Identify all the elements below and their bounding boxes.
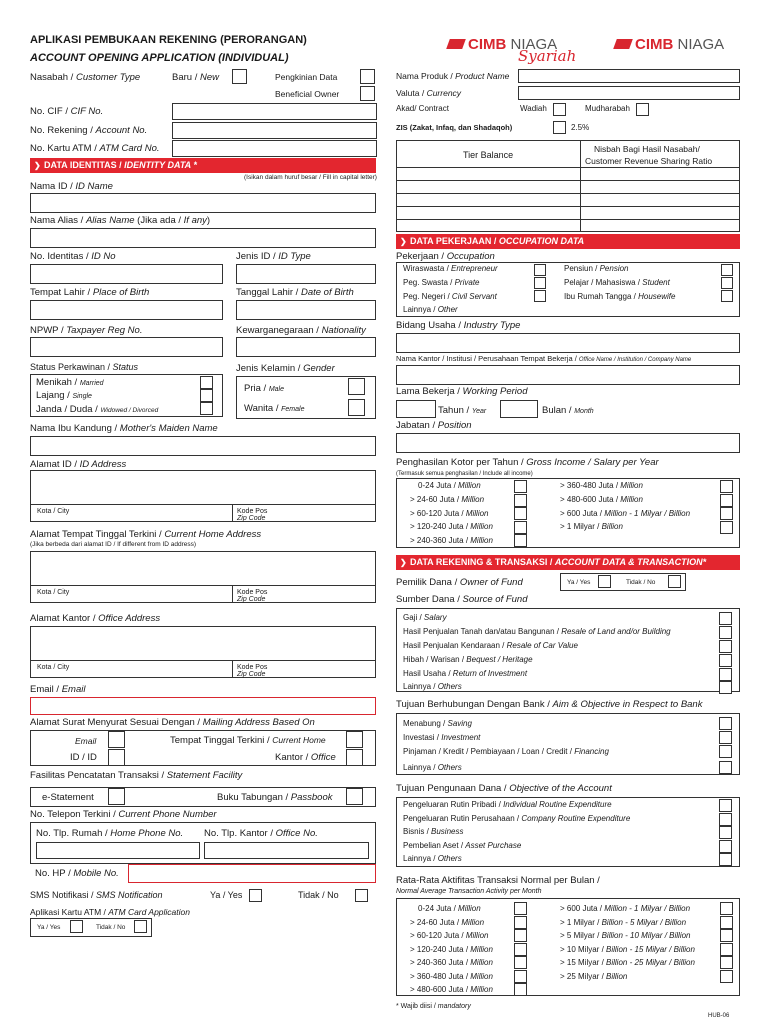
home-zip-label: Kode Pos Zip Code — [237, 589, 268, 603]
owner-no-label: Tidak / No — [626, 579, 656, 586]
objective-company-label: Pengeluaran Rutin Perusahaan / Company Routine Expenditure — [403, 814, 631, 823]
activity-5-10b-checkbox[interactable] — [720, 929, 733, 942]
id-no-field[interactable] — [30, 264, 223, 284]
male-label: Pria / Male — [244, 383, 284, 394]
mailing-office-label: Kantor / Office — [275, 752, 336, 763]
company-name-field[interactable] — [396, 365, 740, 385]
mudharabah-label: Mudharabah — [585, 104, 630, 113]
objective-asset-checkbox[interactable] — [719, 840, 732, 853]
office-phone-field[interactable] — [204, 842, 369, 859]
income-240-360-checkbox[interactable] — [514, 534, 527, 547]
mailing-email-label: Email — [75, 736, 97, 746]
mobile-no-field[interactable] — [128, 864, 376, 883]
home-address-label: Alamat Tempat Tinggal Terkini / Current Home Address — [30, 529, 262, 540]
currency-field[interactable] — [518, 86, 740, 100]
objective-individual-label: Pengeluaran Rutin Pribadi / Individual Routine Expenditure — [403, 800, 612, 809]
mailing-office-checkbox[interactable] — [346, 749, 363, 766]
statement-facility-label: Fasilitas Pencatatan Transaksi / Statement Facility — [30, 770, 243, 781]
form-code: HUB-06 — [708, 1013, 730, 1019]
e-statement-checkbox[interactable] — [108, 788, 125, 805]
widowed-checkbox[interactable] — [200, 402, 213, 415]
activity-25b-checkbox[interactable] — [720, 970, 733, 983]
married-label: Menikah / Married — [36, 377, 104, 388]
nationality-field[interactable] — [236, 337, 376, 357]
gross-income-note: (Termasuk semua penghasilan / Include all income) — [396, 471, 533, 477]
id-zip-label: Kode Pos Zip Code — [237, 508, 268, 522]
aim-saving-checkbox[interactable] — [719, 717, 732, 730]
home-city-label: Kota / City — [37, 589, 70, 596]
activity-120-240-checkbox[interactable] — [514, 943, 527, 956]
update-data-label: Pengkinian Data — [275, 72, 338, 82]
income-0-24-checkbox[interactable] — [514, 480, 527, 493]
source-car-checkbox[interactable] — [719, 640, 732, 653]
objective-others-checkbox[interactable] — [719, 853, 732, 866]
atm-no-label: Tidak / No — [96, 924, 126, 931]
chevron-right-icon: ❯ — [34, 161, 41, 170]
home-phone-label: No. Tlp. Rumah / Home Phone No. — [36, 828, 184, 839]
home-phone-field[interactable] — [36, 842, 200, 859]
occupation-housewife-label: Ibu Rumah Tangga / Housewife — [564, 292, 676, 301]
npwp-field[interactable] — [30, 337, 223, 357]
activity-60-120-checkbox[interactable] — [514, 929, 527, 942]
female-label: Wanita / Female — [244, 403, 305, 414]
revenue-sharing-header-2: Customer Revenue Sharing Ratio — [585, 156, 713, 166]
home-address-note: (Jika berbeda dari alamat ID / If different from ID address) — [30, 541, 197, 548]
transaction-activity-en-label: Normal Average Transaction Activity per Month — [396, 888, 542, 895]
income-360-480-label: > 360-480 Juta / Million — [560, 481, 643, 490]
atm-card-label: No. Kartu ATM / ATM Card No. — [30, 143, 160, 154]
email-field[interactable] — [30, 697, 376, 715]
wadiah-label: Wadiah — [520, 104, 547, 113]
atm-yes-checkbox[interactable] — [70, 920, 83, 933]
income-1b-label: > 1 Milyar / Billion — [560, 522, 623, 531]
mandatory-note: * Wajib diisi / mandatory — [396, 1003, 471, 1010]
birth-date-label: Tanggal Lahir / Date of Birth — [236, 287, 354, 298]
mailing-id-checkbox[interactable] — [108, 749, 125, 766]
beneficial-owner-checkbox[interactable] — [360, 86, 375, 101]
activity-360-480-label: > 360-480 Juta / Million — [410, 972, 493, 981]
contract-label: Akad/ Contract — [396, 104, 449, 113]
aim-loan-checkbox[interactable] — [719, 745, 732, 758]
atm-application-label: Aplikasi Kartu ATM / ATM Card Application — [30, 907, 190, 917]
id-type-label: Jenis ID / ID Type — [236, 251, 311, 262]
activity-15-25b-label: > 15 Milyar / Billion - 25 Milyar / Billion — [560, 958, 695, 967]
occupation-civil-servant-label: Peg. Negeri / Civil Servant — [403, 292, 497, 301]
activity-1-5b-checkbox[interactable] — [720, 916, 733, 929]
activity-5-10b-label: > 5 Milyar / Billion - 10 Milyar / Billion — [560, 931, 691, 940]
id-name-label: Nama ID / ID Name — [30, 181, 113, 192]
working-years-field[interactable] — [396, 400, 436, 418]
married-checkbox[interactable] — [200, 376, 213, 389]
source-salary-checkbox[interactable] — [719, 612, 732, 625]
activity-360-480-checkbox[interactable] — [514, 970, 527, 983]
tier-balance-header: Tier Balance — [463, 150, 514, 160]
income-600-1b-checkbox[interactable] — [720, 507, 733, 520]
chevron-right-icon: ❯ — [400, 237, 407, 246]
activity-240-360-checkbox[interactable] — [514, 956, 527, 969]
source-business-checkbox[interactable] — [719, 668, 732, 681]
activity-60-120-label: > 60-120 Juta / Million — [410, 931, 489, 940]
passbook-label: Buku Tabungan / Passbook — [217, 792, 333, 803]
form-title-id: APLIKASI PEMBUKAAN REKENING (PERORANGAN) — [30, 34, 307, 46]
id-city-label: Kota / City — [37, 508, 70, 515]
occupation-private-label: Peg. Swasta / Private — [403, 278, 480, 287]
activity-10-15b-checkbox[interactable] — [720, 943, 733, 956]
source-of-fund-group — [396, 608, 740, 692]
mudharabah-checkbox[interactable] — [636, 103, 649, 116]
mobile-no-label: No. HP / Mobile No. — [35, 868, 119, 879]
activity-600-1b-checkbox[interactable] — [720, 902, 733, 915]
cimb-niaga-syariah-logo: CIMB NIAGA Syariah — [448, 36, 557, 53]
female-checkbox[interactable] — [348, 399, 365, 416]
source-of-fund-label: Sumber Dana / Source of Fund — [396, 594, 528, 605]
office-address-label: Alamat Kantor / Office Address — [30, 613, 161, 624]
income-600-1b-label: > 600 Juta / Million - 1 Milyar / Billion — [560, 509, 691, 518]
activity-240-360-label: > 240-360 Juta / Million — [410, 958, 493, 967]
office-address-field[interactable] — [30, 626, 376, 678]
chevron-right-icon: ❯ — [400, 558, 407, 567]
currency-label: Valuta / Currency — [396, 88, 462, 98]
income-360-480-checkbox[interactable] — [720, 480, 733, 493]
income-60-120-label: > 60-120 Juta / Million — [410, 509, 489, 518]
aim-others-label: Lainnya / Others — [403, 763, 462, 772]
home-address-field[interactable] — [30, 551, 376, 603]
source-land-checkbox[interactable] — [719, 626, 732, 639]
income-480-600-checkbox[interactable] — [720, 494, 733, 507]
activity-10-15b-label: > 10 Milyar / Billion - 15 Milyar / Billion — [560, 945, 695, 954]
wadiah-checkbox[interactable] — [553, 103, 566, 116]
activity-25b-label: > 25 Milyar / Billion — [560, 972, 628, 981]
activity-24-60-label: > 24-60 Juta / Million — [410, 918, 485, 927]
id-type-field[interactable] — [236, 264, 376, 284]
source-salary-label: Gaji / Salary — [403, 613, 447, 622]
current-phone-label: No. Telepon Terkini / Current Phone Number — [30, 809, 217, 820]
months-label: Bulan / Month — [542, 405, 594, 416]
passbook-checkbox[interactable] — [346, 788, 363, 805]
occupation-student-checkbox[interactable] — [721, 277, 733, 289]
occupation-private-checkbox[interactable] — [534, 277, 546, 289]
occupation-entrepreneur-checkbox[interactable] — [534, 264, 546, 276]
activity-600-1b-label: > 600 Juta / Million - 1 Milyar / Billion — [560, 904, 691, 913]
aim-others-checkbox[interactable] — [719, 761, 732, 774]
cimb-niaga-logo: CIMB NIAGA — [615, 36, 724, 53]
income-24-60-label: > 24-60 Juta / Million — [410, 495, 485, 504]
birth-date-field[interactable] — [236, 300, 376, 320]
mother-maiden-name-field[interactable] — [30, 436, 376, 456]
activity-0-24-label: 0-24 Juta / Million — [418, 904, 481, 913]
income-24-60-checkbox[interactable] — [514, 494, 527, 507]
activity-480-600-checkbox[interactable] — [514, 983, 527, 996]
birth-place-field[interactable] — [30, 300, 223, 320]
years-label: Tahun / Year — [438, 405, 487, 416]
objective-business-checkbox[interactable] — [719, 826, 732, 839]
cimb-logo-mark-2 — [613, 39, 633, 49]
source-bequest-label: Hibah / Warisan / Bequest / Heritage — [403, 655, 533, 664]
income-0-24-label: 0-24 Juta / Million — [418, 481, 481, 490]
occupation-label: Pekerjaan / Occupation — [396, 251, 495, 262]
occupation-entrepreneur-label: Wiraswasta / Entrepreneur — [403, 264, 498, 273]
npwp-label: NPWP / Taxpayer Reg No. — [30, 325, 143, 336]
id-address-field[interactable] — [30, 470, 376, 522]
form-title-en: ACCOUNT OPENING APPLICATION (INDIVIDUAL) — [30, 52, 289, 64]
owner-no-checkbox[interactable] — [668, 575, 681, 588]
income-60-120-checkbox[interactable] — [514, 507, 527, 520]
income-120-240-checkbox[interactable] — [514, 521, 527, 534]
cif-label: No. CIF / CIF No. — [30, 106, 104, 117]
activity-480-600-label: > 480-600 Juta / Million — [410, 985, 493, 994]
single-label: Lajang / Single — [36, 390, 92, 401]
occupation-pension-label: Pensiun / Pension — [564, 264, 629, 273]
mailing-home-label: Tempat Tinggal Terkini / Current Home — [170, 735, 326, 746]
id-no-label: No. Identitas / ID No — [30, 251, 116, 262]
occupation-other-label: Lainnya / Other — [403, 305, 458, 314]
account-objective-label: Tujuan Pengunaan Dana / Objective of the Account — [396, 783, 612, 794]
atm-yes-label: Ya / Yes — [37, 924, 61, 931]
owner-of-fund-label: Pemilik Dana / Owner of Fund — [396, 577, 523, 588]
income-480-600-label: > 480-600 Juta / Million — [560, 495, 643, 504]
product-name-field[interactable] — [518, 69, 740, 83]
sms-no-label: Tidak / No — [298, 890, 339, 900]
gross-income-label: Penghasilan Kotor per Tahun / Gross Income / Salary per Year — [396, 457, 659, 468]
sms-no-checkbox[interactable] — [355, 889, 368, 902]
objective-company-checkbox[interactable] — [719, 813, 732, 826]
income-120-240-label: > 120-240 Juta / Million — [410, 522, 493, 531]
occupation-pension-checkbox[interactable] — [721, 264, 733, 276]
occupation-student-label: Pelajar / Mahasiswa / Student — [564, 278, 670, 287]
single-checkbox[interactable] — [200, 389, 213, 402]
capital-letter-note: (Isikan dalam huruf besar / Fill in capital letter) — [244, 174, 377, 181]
zis-percent: 2.5% — [571, 123, 590, 132]
source-bequest-checkbox[interactable] — [719, 654, 732, 667]
mother-maiden-name-label: Nama Ibu Kandung / Mother's Maiden Name — [30, 423, 218, 434]
cimb-logo-mark — [446, 39, 466, 49]
account-no-field[interactable] — [172, 122, 377, 139]
objective-others-label: Lainnya / Others — [403, 854, 462, 863]
cif-field[interactable] — [172, 103, 377, 120]
birth-place-label: Tempat Lahir / Place of Birth — [30, 287, 150, 298]
account-transaction-header: ❯ DATA REKENING & TRANSAKSI / ACCOUNT DATA & TRANSACTION* — [396, 555, 740, 570]
atm-no-checkbox[interactable] — [134, 920, 147, 933]
company-name-label: Nama Kantor / Institusi / Perusahaan Tempat Bekerja / Office Name / Institution / Company Name — [396, 354, 692, 363]
sms-yes-checkbox[interactable] — [249, 889, 262, 902]
product-name-label: Nama Produk / Product Name — [396, 71, 510, 81]
source-car-label: Hasil Penjualan Kendaraan / Resale of Car Value — [403, 641, 578, 650]
aim-loan-label: Pinjaman / Kredit / Pembiayaan / Loan / Credit / Financing — [403, 747, 609, 756]
position-label: Jabatan / Position — [396, 420, 472, 431]
new-checkbox[interactable] — [232, 69, 247, 84]
aim-investment-label: Investasi / Investment — [403, 733, 481, 742]
update-data-checkbox[interactable] — [360, 69, 375, 84]
sms-notification-label: SMS Notifikasi / SMS Notification — [30, 890, 163, 900]
occupation-housewife-checkbox[interactable] — [721, 290, 733, 302]
source-others-label: Lainnya / Others — [403, 682, 462, 691]
office-zip-label: Kode Pos Zip Code — [237, 664, 268, 678]
id-address-label: Alamat ID / ID Address — [30, 459, 127, 470]
mailing-id-label: ID / ID — [70, 752, 97, 763]
office-city-label: Kota / City — [37, 664, 70, 671]
source-land-label: Hasil Penjualan Tanah dan/atau Bangunan / Resale of Land and/or Building — [403, 627, 671, 636]
source-business-label: Hasil Usaha / Return of Investment — [403, 669, 528, 678]
alias-name-label: Nama Alias / Alias Name (Jika ada / If any) — [30, 215, 211, 226]
aim-objective-label: Tujuan Berhubungan Dengan Bank / Aim & Objective in Respect to Bank — [396, 699, 703, 710]
activity-120-240-label: > 120-240 Juta / Million — [410, 945, 493, 954]
beneficial-owner-label: Beneficial Owner — [275, 89, 340, 99]
revenue-sharing-header-1: Nisbah Bagi Hasil Nasabah/ — [594, 144, 700, 154]
email-label: Email / Email — [30, 684, 86, 695]
account-no-label: No. Rekening / Account No. — [30, 125, 148, 136]
activity-15-25b-checkbox[interactable] — [720, 956, 733, 969]
income-1b-checkbox[interactable] — [720, 521, 733, 534]
transaction-activity-label: Rata-Rata Aktifitas Transaksi Normal per Bulan / — [396, 875, 600, 886]
objective-asset-label: Pembelian Aset / Asset Purchase — [403, 841, 522, 850]
zis-label: ZIS (Zakat, Infaq, dan Shadaqoh) — [396, 123, 513, 132]
new-label: Baru / New — [172, 72, 220, 83]
industry-type-field[interactable] — [396, 333, 740, 353]
owner-yes-checkbox[interactable] — [598, 575, 611, 588]
objective-business-label: Bisnis / Business — [403, 827, 464, 836]
e-statement-label: e-Statement — [42, 792, 94, 803]
working-period-label: Lama Bekerja / Working Period — [396, 386, 528, 397]
id-name-field[interactable] — [30, 193, 376, 213]
widowed-label: Janda / Duda / Widowed / Divorced — [36, 404, 159, 415]
income-240-360-label: > 240-360 Juta / Million — [410, 536, 493, 545]
industry-type-label: Bidang Usaha / Industry Type — [396, 320, 521, 331]
gender-label: Jenis Kelamin / Gender — [236, 363, 335, 374]
nationality-label: Kewarganegaraan / Nationality — [236, 325, 366, 336]
working-months-field[interactable] — [500, 400, 538, 418]
aim-investment-checkbox[interactable] — [719, 731, 732, 744]
position-field[interactable] — [396, 433, 740, 453]
aim-saving-label: Menabung / Saving — [403, 719, 472, 728]
customer-type-label: Nasabah / Customer Type — [30, 72, 141, 83]
marital-status-label: Status Perkawinan / Status — [30, 362, 139, 372]
mailing-email-checkbox[interactable] — [108, 731, 125, 748]
atm-card-field[interactable] — [172, 140, 377, 157]
activity-24-60-checkbox[interactable] — [514, 916, 527, 929]
source-others-checkbox[interactable] — [719, 681, 732, 694]
identity-data-header: ❯ DATA IDENTITAS / IDENTITY DATA * — [30, 158, 376, 173]
sms-yes-label: Ya / Yes — [210, 890, 243, 900]
office-phone-label: No. Tlp. Kantor / Office No. — [204, 828, 318, 839]
male-checkbox[interactable] — [348, 378, 365, 395]
zis-checkbox[interactable] — [553, 121, 566, 134]
owner-yes-label: Ya / Yes — [567, 579, 591, 586]
mailing-address-label: Alamat Surat Menyurat Sesuai Dengan / Mailing Address Based On — [30, 717, 315, 728]
occupation-data-header: ❯ DATA PEKERJAAN / OCCUPATION DATA — [396, 234, 740, 249]
mailing-home-checkbox[interactable] — [346, 731, 363, 748]
activity-1-5b-label: > 1 Milyar / Billion - 5 Milyar / Billion — [560, 918, 687, 927]
activity-0-24-checkbox[interactable] — [514, 902, 527, 915]
occupation-civil-servant-checkbox[interactable] — [534, 290, 546, 302]
alias-name-field[interactable] — [30, 228, 376, 248]
objective-individual-checkbox[interactable] — [719, 799, 732, 812]
